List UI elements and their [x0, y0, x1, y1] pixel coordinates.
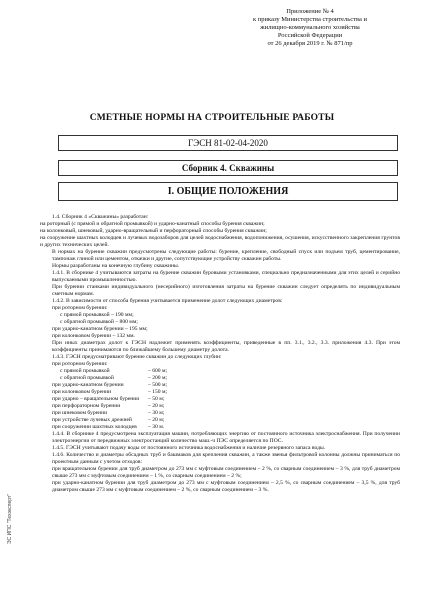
paragraph: при ударно-канатном бурении – 195 мм;	[52, 326, 148, 332]
paragraph: 1.4.2. В зависимости от способа бурения учитывается применение долот следующих диаметров:	[52, 298, 283, 304]
depth-label: с прямой промывкой	[60, 368, 110, 374]
depth-value: – 150 м;	[148, 389, 168, 395]
stamp-text: ЭС ИПС "Техэксперт"	[7, 493, 13, 545]
depth-row	[40, 403, 400, 410]
depth-label: при сооружении шахтных колодцев	[52, 424, 137, 430]
depth-label: при шнековом бурении	[52, 410, 108, 416]
appendix-header	[230, 8, 390, 48]
depth-row	[40, 424, 400, 431]
paragraph: 1.4.6. Количество и диаметры обсадных труб и башмаков для крепления скважин, а также звенья фильтровой колонны должны приниматься по проектным данным с учетом отходов:	[52, 452, 400, 465]
paragraph: при роторном бурении:	[52, 361, 108, 367]
depth-value: – 200 м;	[148, 375, 168, 381]
depth-label: при перфораторном бурении	[52, 403, 121, 409]
paragraph: при роторном бурении:	[52, 305, 108, 311]
depth-value: – 600 м;	[148, 368, 168, 374]
paragraph: При бурении станками индивидуального (несерийного) изготовления затраты на бурение скважин следует определять по индивидуальным сметным нормам.	[52, 284, 400, 297]
depth-row	[40, 368, 400, 375]
depth-value: – 50 м;	[148, 396, 165, 402]
paragraph: при колонковом бурении – 132 мм.	[52, 333, 135, 339]
depth-value: – 30 м;	[148, 410, 165, 416]
depth-row	[40, 382, 400, 389]
paragraph: Нормы разработаны на конечную глубину скважины.	[52, 263, 180, 269]
depth-row	[40, 410, 400, 417]
depth-label: при ударно-канатном бурении	[52, 382, 124, 388]
paragraph: на колонковый, шнековый, ударно-вращательный и перфораторный способы бурения скважин;	[40, 228, 267, 234]
paragraph: 1.4.4. В сборнике 4 предусмотрена эксплуатация машин, потребляющих энергию от постоянного источника электроснабжения. При получении электроэнергии от передвижных электростанций количество маш.-ч ПЭС определяется по ПОС.	[52, 431, 400, 444]
appendix-line: жилищно-коммунального хозяйства	[260, 24, 360, 31]
document-body	[40, 214, 400, 494]
paragraph: с прямой промывкой – 190 мм;	[60, 312, 134, 318]
vertical-stamp	[4, 462, 12, 582]
paragraph: с обратной промывкой – 800 мм;	[60, 319, 138, 325]
paragraph: 1.4.3. ГЭСН предусматривают бурение скважин до следующих глубин:	[52, 354, 222, 360]
appendix-line: Российской Федерации	[277, 32, 343, 39]
depth-label: при колонковом бурении	[52, 389, 112, 395]
appendix-line: от 26 декабря 2019 г. № 871/пр	[267, 40, 353, 47]
norm-code: ГЭСН 81-02-04-2020	[58, 135, 398, 151]
collection-title: Сборник 4. Скважины	[58, 160, 398, 176]
paragraph: при ударно-канатном бурении для труб диаметром до 273 мм с муфтовым соединением – 2,5 %, со сварным соединением – 3,5 %, для труб диаметром свыше 273 мм с муфтовым соединением – 2 %, со сварным соединением – 3 %.	[52, 480, 400, 493]
paragraph: 1.4.5. ГЭСН учитывают подачу воды от постоянного источника водоснабжения и наличие резервного запаса воды.	[52, 445, 326, 451]
paragraph: 1.4. Сборник 4 «Скважины» разработан:	[52, 214, 149, 220]
depth-row	[40, 396, 400, 403]
paragraph: 1.4.1. В сборнике 4 учитываются затраты на бурение скважин буровыми установками, специально предназначенными для этих целей и серийно выпускаемыми промышленностью.	[52, 270, 400, 283]
depth-value: – 20 м;	[148, 403, 165, 409]
document-title: СМЕТНЫЕ НОРМЫ НА СТРОИТЕЛЬНЫЕ РАБОТЫ	[89, 113, 335, 123]
depth-value: – 500 м;	[148, 382, 168, 388]
depth-row	[40, 375, 400, 382]
depth-label: при ударно – вращательном бурении	[52, 396, 140, 402]
depth-row	[40, 389, 400, 396]
appendix-line: Приложение № 4	[286, 8, 334, 15]
paragraph: при вращательном бурении для труб диаметром до 273 мм с муфтовым соединением – 2 %, со сварным соединением – 3 %, для труб диаметром свыше 273 мм с муфтовым соединением – 1 %, со сварным соединением – 2 %;	[52, 466, 400, 479]
depth-label: с обратной промывкой	[60, 375, 114, 381]
section-title: I. ОБЩИЕ ПОЛОЖЕНИЯ	[58, 182, 398, 201]
paragraph: В нормах на бурение скважин предусмотрены следующие работы: бурение, крепление, свободный спуск или подъем труб, цементирование, тампонаж глиной или цементом, откачки и другие, сопутствующие устройству скважин работы.	[52, 249, 400, 262]
paragraph: на сооружение шахтных колодцев и лучевых водозаборов для целей водоснабжения, водопонижения, осушения, искусственного закрепления грунтов и других технических целей.	[40, 235, 400, 248]
depth-value: – 20 м;	[148, 417, 165, 423]
depth-row	[40, 417, 400, 424]
paragraph: на роторный (с прямой и обратной промывкой) и ударно-канатный способы бурения скважин;	[40, 221, 265, 227]
appendix-line: к приказу Министерства строительства и	[253, 16, 367, 23]
paragraph: При иных диаметрах долот к ГЭСН надлежит применять коэффициенты, приведенные в пп. 3.1., 3.2., 3.3. приложения 4.3. При этом коэффициенты принимаются по ближайшему большему диаметру долота.	[52, 340, 400, 353]
depth-value: – 30 м.	[148, 424, 165, 430]
depth-label: при устройстве лучевых дрежней	[52, 417, 132, 423]
